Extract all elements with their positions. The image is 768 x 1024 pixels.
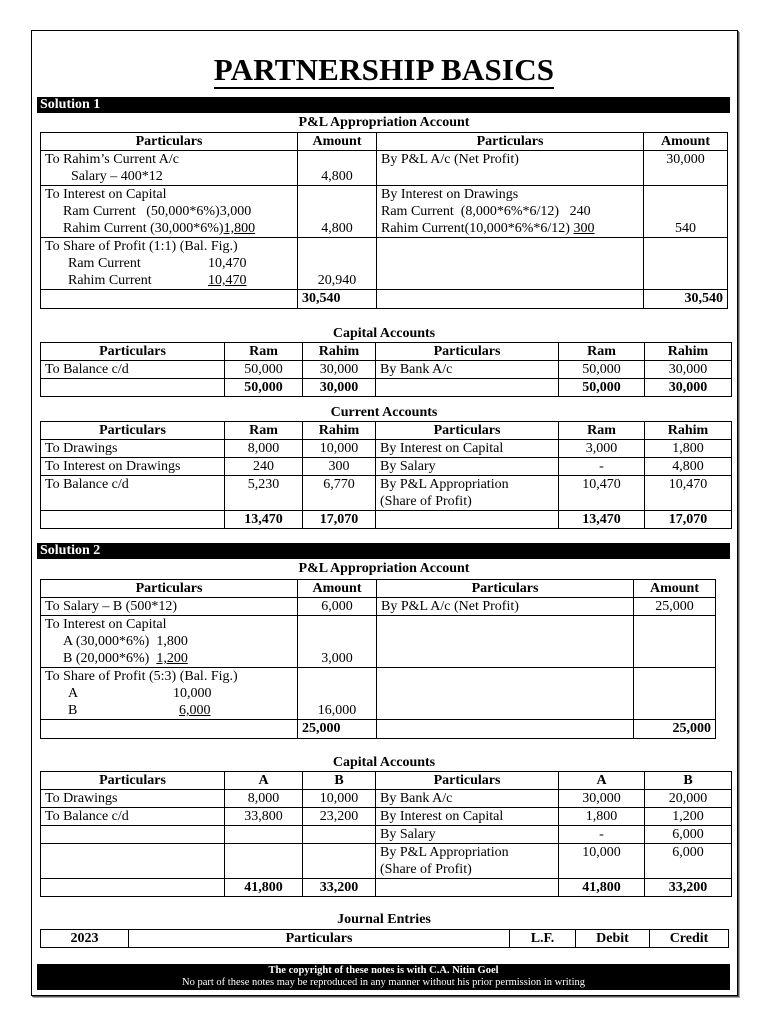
total-cell: 13,470 — [559, 511, 645, 529]
entry-sub-value: 300 — [573, 221, 595, 236]
amount-cell: 16,000 — [298, 668, 377, 720]
col-header: 2023 — [41, 930, 129, 948]
col-header: Particulars — [41, 772, 225, 790]
table-cell: By Bank A/c — [376, 361, 559, 379]
amount-cell: 540 — [644, 186, 728, 238]
col-header: Credit — [650, 930, 729, 948]
col-header: Rahim — [303, 422, 376, 440]
table-cell: 6,000 — [645, 844, 732, 879]
table-cell — [376, 511, 559, 529]
journal-title: Journal Entries — [337, 912, 431, 927]
table-cell — [376, 879, 559, 897]
col-header: Amount — [644, 133, 728, 151]
total-cell: 33,200 — [303, 879, 376, 897]
col-header: Rahim — [645, 422, 732, 440]
col-header: Ram — [559, 343, 645, 361]
entry-sub-name: A — [68, 686, 79, 701]
table-cell: To Drawings — [41, 790, 225, 808]
s1-capital-table — [40, 342, 732, 397]
table-cell — [377, 668, 634, 720]
table-cell — [377, 616, 634, 668]
entry-sub: Ram Current (8,000*6%*6/12) 240 — [381, 204, 591, 219]
col-header: Particulars — [376, 422, 559, 440]
amount-cell: 25,000 — [634, 598, 716, 616]
s1-current-table — [40, 421, 732, 529]
total-cell: 30,540 — [644, 290, 728, 309]
col-header: Particulars — [129, 930, 510, 948]
col-header: Rahim — [645, 343, 732, 361]
table-cell — [41, 844, 225, 879]
table-cell: 1,200 — [645, 808, 732, 826]
entry-label: To Rahim’s Current A/c — [45, 152, 179, 167]
table-cell: 1,800 — [645, 440, 732, 458]
amount-cell: 30,000 — [644, 151, 728, 186]
table-cell: 10,000 — [559, 844, 645, 879]
table-cell — [41, 826, 225, 844]
entry-label: By P&L A/c (Net Profit) — [377, 598, 634, 616]
s1-current-title: Current Accounts — [330, 405, 438, 420]
table-cell — [303, 826, 376, 844]
entry-sub-value: 10,470 — [208, 256, 247, 271]
table-cell: 4,800 — [645, 458, 732, 476]
s1-capital-title: Capital Accounts — [332, 326, 436, 341]
entry-sub — [45, 702, 293, 719]
entry-sub-name: Rahim Current — [68, 273, 152, 288]
amount-cell: 6,000 — [298, 598, 377, 616]
table-cell: To Balance c/d — [41, 476, 225, 511]
entry-sub-text: Rahim Current (30,000*6%) — [63, 221, 224, 236]
total-cell: 25,000 — [298, 720, 377, 739]
table-cell — [644, 238, 728, 290]
col-header: Particulars — [377, 133, 644, 151]
entry-label: To Share of Profit (1:1) (Bal. Fig.) — [45, 239, 238, 254]
col-header: Particulars — [41, 422, 225, 440]
col-header: Amount — [298, 580, 377, 598]
total-cell: 50,000 — [559, 379, 645, 397]
col-header: Debit — [576, 930, 650, 948]
amount-cell: 3,000 — [298, 616, 377, 668]
table-cell: 8,000 — [225, 790, 303, 808]
entry-label: To Interest on Capital — [45, 187, 167, 202]
table-cell: 5,230 — [225, 476, 303, 511]
entry-sub — [381, 220, 639, 237]
entry-sub: Salary – 400*12 — [71, 169, 163, 184]
table-cell: By Bank A/c — [376, 790, 559, 808]
table-cell — [41, 186, 298, 238]
table-cell — [41, 151, 298, 186]
table-cell — [377, 186, 644, 238]
col-header: Particulars — [41, 343, 225, 361]
entry-label: By P&L Appropriation — [380, 845, 509, 860]
table-cell: 50,000 — [559, 361, 645, 379]
table-cell: - — [559, 458, 645, 476]
table-cell — [377, 290, 644, 309]
entry-label: By Interest on Drawings — [381, 187, 519, 202]
table-cell — [377, 720, 634, 739]
col-header: Particulars — [376, 343, 559, 361]
col-header: B — [645, 772, 732, 790]
table-cell: 3,000 — [559, 440, 645, 458]
table-cell — [41, 668, 298, 720]
s1-pl-title: P&L Appropriation Account — [298, 115, 470, 130]
table-cell — [376, 476, 559, 511]
table-cell: 30,000 — [303, 361, 376, 379]
table-cell: 50,000 — [225, 361, 303, 379]
table-cell — [225, 844, 303, 879]
table-cell: 6,770 — [303, 476, 376, 511]
entry-sub-value: 10,000 — [173, 686, 212, 701]
col-header: Particulars — [377, 580, 634, 598]
entry-sub — [45, 650, 293, 667]
col-header: Particulars — [41, 580, 298, 598]
total-cell: 17,070 — [303, 511, 376, 529]
col-header: B — [303, 772, 376, 790]
amount-cell: 4,800 — [298, 186, 377, 238]
total-cell: 25,000 — [634, 720, 716, 739]
table-cell: 23,200 — [303, 808, 376, 826]
table-cell — [376, 379, 559, 397]
journal-table — [40, 929, 729, 948]
s1-pl-table — [40, 132, 728, 309]
table-cell — [377, 238, 644, 290]
total-cell: 50,000 — [225, 379, 303, 397]
table-cell: 240 — [225, 458, 303, 476]
entry-label: To Interest on Capital — [45, 617, 167, 632]
col-header: Ram — [225, 422, 303, 440]
table-cell — [41, 511, 225, 529]
col-header: Particulars — [41, 133, 298, 151]
entry-sub: (Share of Profit) — [380, 494, 472, 509]
total-cell: 30,000 — [303, 379, 376, 397]
copyright-footer — [37, 964, 730, 990]
total-cell: 41,800 — [225, 879, 303, 897]
table-cell — [41, 616, 298, 668]
entry-label: By P&L A/c (Net Profit) — [377, 151, 644, 186]
s2-pl-table — [40, 579, 716, 739]
table-cell: 1,800 — [559, 808, 645, 826]
copyright-notice: No part of these notes may be reproduced in any manner without his prior permission in writing — [182, 977, 585, 988]
col-header: Ram — [559, 422, 645, 440]
table-cell: To Balance c/d — [41, 361, 225, 379]
table-cell — [41, 238, 298, 290]
total-cell: 30,000 — [645, 379, 732, 397]
table-cell — [225, 826, 303, 844]
table-cell: 20,000 — [645, 790, 732, 808]
solution-1-bar: Solution 1 — [37, 97, 730, 113]
table-cell: To Interest on Drawings — [41, 458, 225, 476]
total-cell: 33,200 — [645, 879, 732, 897]
table-cell: 300 — [303, 458, 376, 476]
entry-sub-value: 1,200 — [156, 651, 188, 666]
total-cell: 41,800 — [559, 879, 645, 897]
table-cell: To Drawings — [41, 440, 225, 458]
page-title: PARTNERSHIP BASICS — [213, 52, 555, 87]
entry-sub — [45, 255, 293, 272]
table-cell: 10,470 — [645, 476, 732, 511]
table-cell: 33,800 — [225, 808, 303, 826]
col-header: Amount — [298, 133, 377, 151]
total-cell: 17,070 — [645, 511, 732, 529]
copyright-line: The copyright of these notes is with C.A. Nitin Goel — [268, 965, 499, 976]
s2-capital-table — [40, 771, 732, 897]
entry-sub: Ram Current (50,000*6%)3,000 — [63, 204, 252, 219]
entry-label: To Salary – B (500*12) — [41, 598, 298, 616]
table-cell: By Salary — [376, 826, 559, 844]
entry-sub — [45, 220, 293, 237]
table-cell: 8,000 — [225, 440, 303, 458]
entry-sub-name: Ram Current — [68, 256, 141, 271]
table-cell: 6,000 — [645, 826, 732, 844]
table-cell: 30,000 — [645, 361, 732, 379]
entry-sub-text: Rahim Current(10,000*6%*6/12) — [381, 221, 574, 236]
entry-sub: (Share of Profit) — [380, 862, 472, 877]
solution-2-bar: Solution 2 — [37, 543, 730, 559]
table-cell: 10,000 — [303, 790, 376, 808]
col-header: Amount — [634, 580, 716, 598]
entry-sub-text: B (20,000*6%) — [63, 651, 157, 666]
amount-cell: 20,940 — [298, 238, 377, 290]
table-cell — [41, 379, 225, 397]
table-cell: By Interest on Capital — [376, 440, 559, 458]
entry-sub-name: B — [68, 703, 78, 718]
col-header: Ram — [225, 343, 303, 361]
table-cell: 30,000 — [559, 790, 645, 808]
total-cell: 30,540 — [298, 290, 377, 309]
table-cell — [41, 879, 225, 897]
entry-sub-value: 10,470 — [208, 273, 247, 288]
table-cell — [634, 616, 716, 668]
s2-pl-title: P&L Appropriation Account — [298, 561, 470, 576]
entry-sub-value: 6,000 — [179, 703, 211, 718]
col-header: Particulars — [376, 772, 559, 790]
table-cell — [376, 844, 559, 879]
entry-label: By P&L Appropriation — [380, 477, 509, 492]
entry-label: To Share of Profit (5:3) (Bal. Fig.) — [45, 669, 238, 684]
table-cell: By Interest on Capital — [376, 808, 559, 826]
table-cell — [634, 668, 716, 720]
table-cell: 10,470 — [559, 476, 645, 511]
table-cell — [41, 290, 298, 309]
col-header: A — [559, 772, 645, 790]
entry-sub — [45, 685, 293, 702]
col-header: A — [225, 772, 303, 790]
table-cell: - — [559, 826, 645, 844]
s2-capital-title: Capital Accounts — [332, 755, 436, 770]
amount-cell: 4,800 — [298, 151, 377, 186]
table-cell — [303, 844, 376, 879]
table-cell: To Balance c/d — [41, 808, 225, 826]
table-cell — [41, 720, 298, 739]
table-cell: By Salary — [376, 458, 559, 476]
entry-sub: A (30,000*6%) 1,800 — [63, 634, 188, 649]
total-cell: 13,470 — [225, 511, 303, 529]
entry-sub-value: 1,800 — [223, 221, 256, 236]
col-header: Rahim — [303, 343, 376, 361]
entry-sub — [45, 272, 293, 289]
table-cell: 10,000 — [303, 440, 376, 458]
col-header: L.F. — [510, 930, 576, 948]
